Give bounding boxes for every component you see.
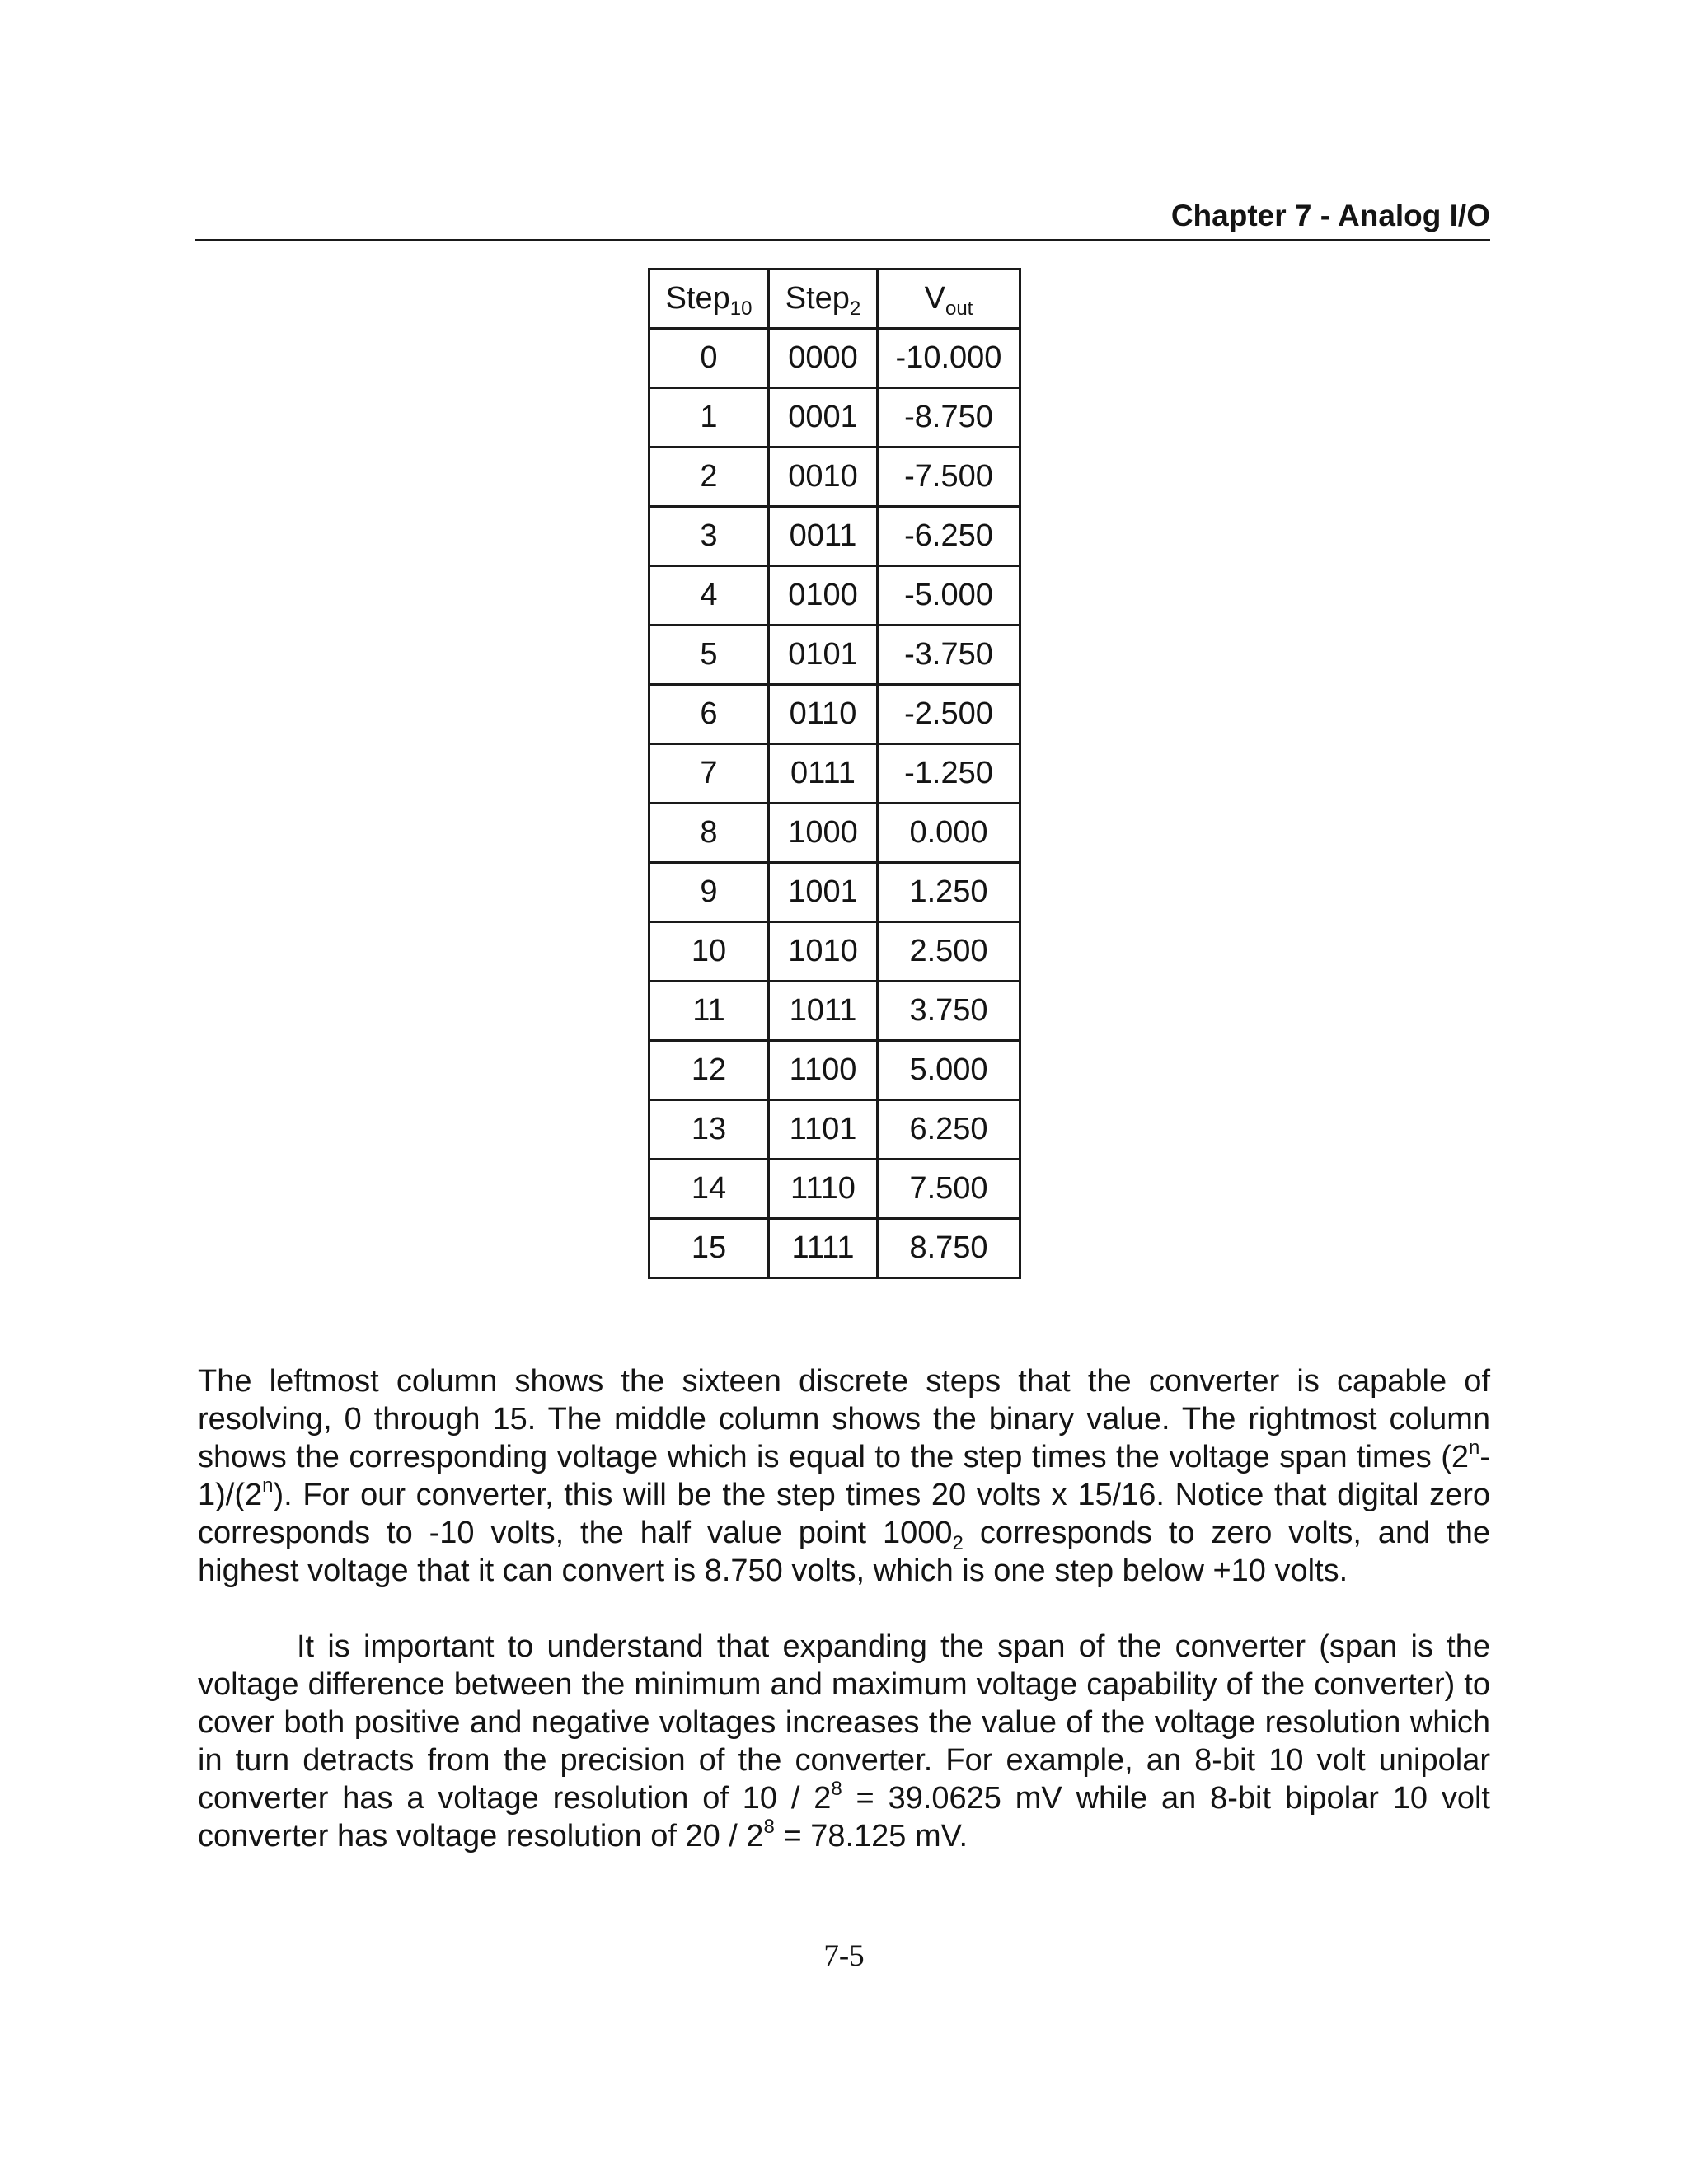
table-row [649, 1100, 1020, 1160]
cell-step-decimal: 3 [649, 507, 769, 566]
explanation-paragraph: The leftmost column shows the sixteen discrete steps that the converter is capable of resolving, 0 through 15. The middle column shows the binary value. The rightmost column shows the corresponding voltage which is equal to the step times the voltage span times (2$^n$-1)/(2$^n$). For our converter, this will be the step times 20 volts x 15/16. Notice that digital zero corresponds to -10 volts, the half value point $1000_2$ corresponds to zero volts, and the highest voltage that it can convert is 8.750 volts, which is one step below +10 volts. [198, 1364, 1490, 1588]
cell-step-decimal: 2 [649, 448, 769, 507]
column-header-vout: $V_{out}$ [878, 269, 1020, 329]
table-row [649, 448, 1020, 507]
table-row [649, 982, 1020, 1041]
cell-step-binary: 0101 [769, 626, 878, 685]
table-header-row [649, 269, 1020, 329]
column-header-step-binary: Step$_2$ [769, 269, 878, 329]
cell-step-decimal: 14 [649, 1160, 769, 1219]
table-row [649, 804, 1020, 863]
table-row [649, 566, 1020, 626]
cell-step-decimal: 11 [649, 982, 769, 1041]
table-body [649, 329, 1020, 1278]
cell-step-decimal: 15 [649, 1219, 769, 1278]
table-row [649, 744, 1020, 804]
cell-step-binary: 1000 [769, 804, 878, 863]
cell-vout: 0.000 [878, 804, 1020, 863]
cell-step-binary: 0001 [769, 388, 878, 448]
cell-step-binary: 0010 [769, 448, 878, 507]
cell-vout: 2.500 [878, 922, 1020, 982]
cell-vout: -3.750 [878, 626, 1020, 685]
cell-vout: 8.750 [878, 1219, 1020, 1278]
cell-vout: 7.500 [878, 1160, 1020, 1219]
cell-vout: 5.000 [878, 1041, 1020, 1100]
cell-step-decimal: 7 [649, 744, 769, 804]
cell-step-binary: 1010 [769, 922, 878, 982]
cell-vout: 1.250 [878, 863, 1020, 922]
table-row [649, 1219, 1020, 1278]
cell-step-decimal: 9 [649, 863, 769, 922]
chapter-header: Chapter 7 - Analog I/O [1170, 199, 1490, 232]
table-row [649, 685, 1020, 744]
table-row [649, 922, 1020, 982]
cell-step-decimal: 13 [649, 1100, 769, 1160]
page-number: 7-5 [823, 1939, 865, 1973]
table-row [649, 863, 1020, 922]
cell-vout: -10.000 [878, 329, 1020, 388]
step-voltage-table [648, 268, 1021, 1279]
cell-step-decimal: 6 [649, 685, 769, 744]
cell-step-decimal: 10 [649, 922, 769, 982]
cell-vout: 3.750 [878, 982, 1020, 1041]
header-divider [195, 239, 1490, 241]
cell-step-binary: 0011 [769, 507, 878, 566]
cell-vout: -1.250 [878, 744, 1020, 804]
column-header-step-decimal: Step$_{10}$ [649, 269, 769, 329]
cell-step-binary: 0000 [769, 329, 878, 388]
table-row [649, 1160, 1020, 1219]
cell-step-binary: 1001 [769, 863, 878, 922]
cell-vout: -5.000 [878, 566, 1020, 626]
table-row [649, 1041, 1020, 1100]
cell-step-decimal: 12 [649, 1041, 769, 1100]
cell-vout: -7.500 [878, 448, 1020, 507]
table-row [649, 507, 1020, 566]
cell-step-binary: 1100 [769, 1041, 878, 1100]
cell-step-binary: 0110 [769, 685, 878, 744]
table-row [649, 329, 1020, 388]
cell-step-binary: 0111 [769, 744, 878, 804]
cell-step-decimal: 1 [649, 388, 769, 448]
cell-step-binary: 0100 [769, 566, 878, 626]
cell-step-binary: 1011 [769, 982, 878, 1041]
cell-step-decimal: 5 [649, 626, 769, 685]
resolution-paragraph: It is important to understand that expanding the span of the converter (span is the voltage difference between the minimum and maximum voltage capability of the converter) to cover both positive and negative voltages increases the value of the voltage resolution which in turn detracts from the precision of the converter. For example, an 8-bit 10 volt unipolar converter has a voltage resolution of $10 / 2^8 = 39.0625$ mV while an 8-bit bipolar 10 volt converter has voltage resolution of $20 / 2^8 = 78.125$ mV. [198, 1629, 1490, 1854]
cell-vout: 6.250 [878, 1100, 1020, 1160]
table-row [649, 626, 1020, 685]
cell-step-decimal: 4 [649, 566, 769, 626]
cell-vout: -8.750 [878, 388, 1020, 448]
cell-vout: -2.500 [878, 685, 1020, 744]
cell-vout: -6.250 [878, 507, 1020, 566]
cell-step-binary: 1110 [769, 1160, 878, 1219]
cell-step-decimal: 8 [649, 804, 769, 863]
table-row [649, 388, 1020, 448]
cell-step-binary: 1101 [769, 1100, 878, 1160]
cell-step-binary: 1111 [769, 1219, 878, 1278]
cell-step-decimal: 0 [649, 329, 769, 388]
